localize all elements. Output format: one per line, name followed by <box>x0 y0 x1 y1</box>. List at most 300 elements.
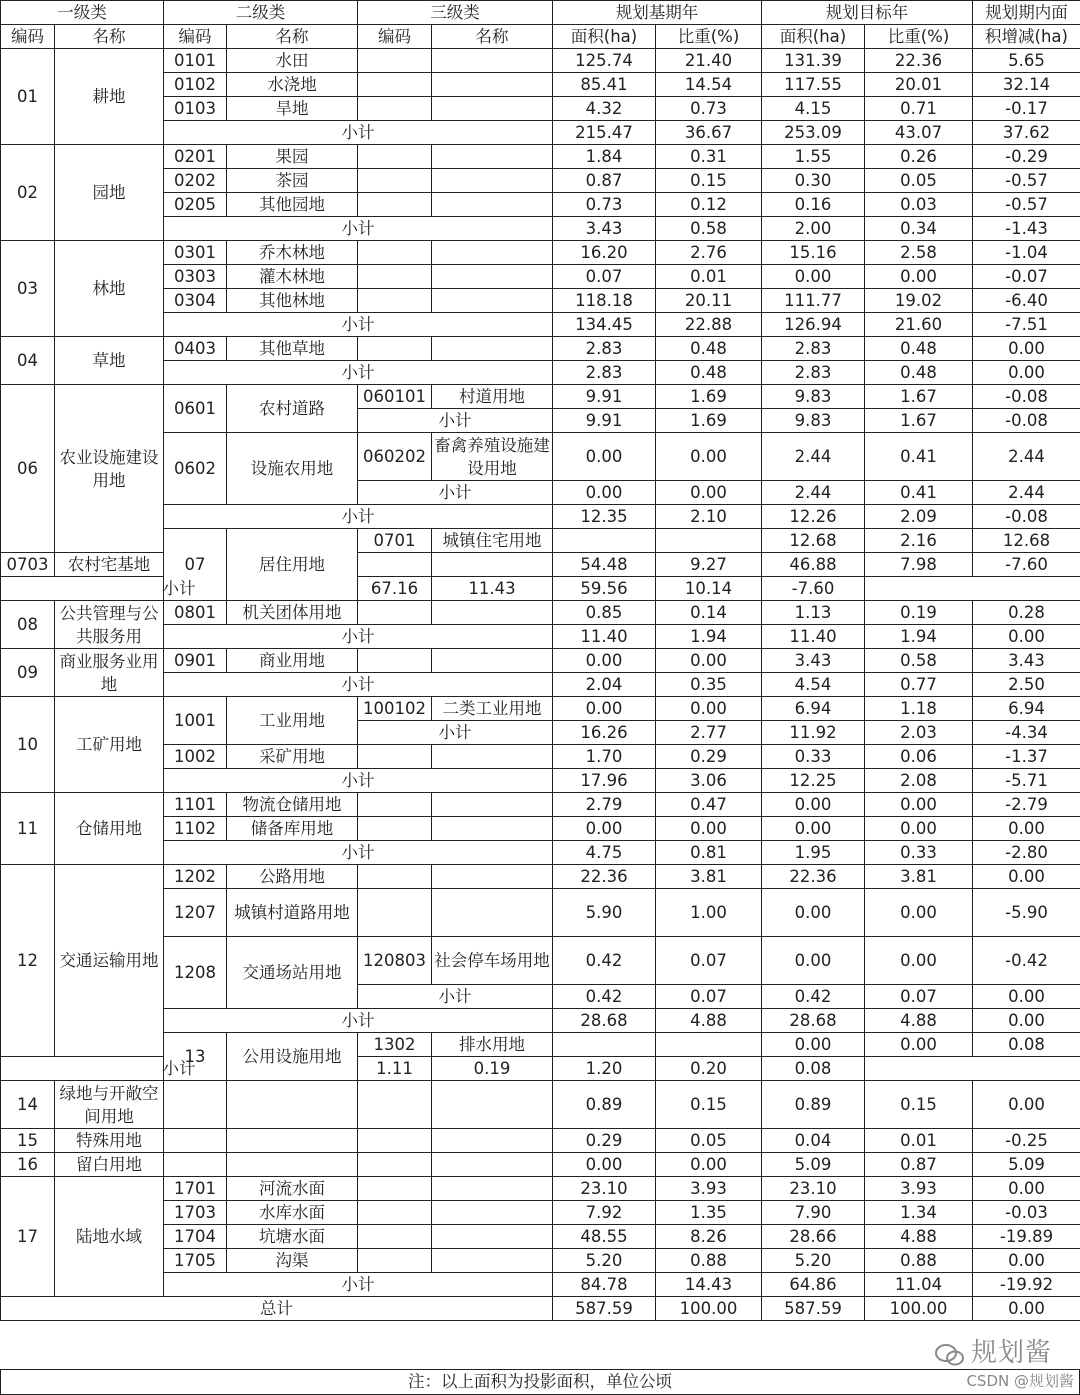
target-ratio-cell: 1.67 <box>865 409 973 433</box>
base-ratio-cell: 1.94 <box>656 625 762 649</box>
level1-code: 10 <box>1 697 55 793</box>
target-area-cell: 1.20 <box>553 1057 656 1081</box>
subtotal-label: 小计 <box>164 313 553 337</box>
subtotal-label: 小计 <box>1 1057 358 1081</box>
subtotal-label: 小计 <box>164 361 553 385</box>
level1-code: 06 <box>1 385 55 553</box>
subtotal-label: 小计 <box>164 841 553 865</box>
level2-name: 其他园地 <box>227 193 358 217</box>
target-ratio-cell: 0.41 <box>865 481 973 505</box>
area-change-cell: -0.25 <box>973 1129 1080 1153</box>
area-change-cell: 2.44 <box>973 481 1080 505</box>
level3-code: 100102 <box>358 697 432 721</box>
table-row <box>1 241 1080 265</box>
base-area-cell: 134.45 <box>553 313 656 337</box>
level2-name: 储备库用地 <box>227 817 358 841</box>
level1-name: 绿地与开敞空间用地 <box>55 1081 164 1129</box>
level2-code: 1207 <box>164 889 227 937</box>
base-area-cell: 4.32 <box>553 97 656 121</box>
target-area-cell: 0.00 <box>762 889 865 937</box>
level3-code <box>358 745 432 769</box>
area-change-cell: 3.43 <box>973 649 1080 673</box>
target-ratio-cell: 3.93 <box>865 1177 973 1201</box>
level3-name <box>432 1177 553 1201</box>
area-change-cell: -7.60 <box>762 577 865 601</box>
empty-cell <box>358 1081 432 1129</box>
target-area-cell: 5.09 <box>762 1153 865 1177</box>
target-ratio-cell: 0.88 <box>865 1249 973 1273</box>
target-ratio-cell: 22.36 <box>865 49 973 73</box>
level2-name: 旱地 <box>227 97 358 121</box>
watermark-text: 规划酱 <box>970 1338 1052 1368</box>
area-change-cell: -19.92 <box>973 1273 1080 1297</box>
level2-name: 水田 <box>227 49 358 73</box>
level1-name: 仓储用地 <box>55 793 164 865</box>
base-ratio-cell: 9.27 <box>656 553 762 577</box>
level2-code: 0202 <box>164 169 227 193</box>
header-name: 名称 <box>55 25 164 49</box>
level2-code: 0102 <box>164 73 227 97</box>
level3-code: 120803 <box>358 937 432 985</box>
level1-name: 留白用地 <box>55 1153 164 1177</box>
level3-name <box>432 241 553 265</box>
subtotal-label: 小计 <box>358 481 553 505</box>
level1-name: 园地 <box>55 145 164 241</box>
base-area-cell: 16.26 <box>553 721 656 745</box>
base-ratio-cell: 0.48 <box>656 337 762 361</box>
base-area-cell: 0.00 <box>553 817 656 841</box>
target-ratio-cell: 0.00 <box>865 817 973 841</box>
level2-name: 工业用地 <box>227 697 358 745</box>
level1-code: 02 <box>1 145 55 241</box>
area-change-cell: 0.08 <box>762 1057 865 1081</box>
target-ratio-cell: 0.77 <box>865 673 973 697</box>
level1-name: 交通运输用地 <box>55 865 164 1057</box>
base-ratio-cell: 0.81 <box>656 841 762 865</box>
level1-code: 15 <box>1 1129 55 1153</box>
level2-name: 茶园 <box>227 169 358 193</box>
level3-code <box>358 169 432 193</box>
subtotal-label: 小计 <box>358 409 553 433</box>
level1-name: 耕地 <box>55 49 164 145</box>
target-area-cell: 587.59 <box>762 1297 865 1321</box>
target-area-cell: 12.26 <box>762 505 865 529</box>
level3-name <box>432 1249 553 1273</box>
level1-code: 03 <box>1 241 55 337</box>
level1-name: 居住用地 <box>227 529 358 601</box>
base-ratio-cell: 0.47 <box>656 793 762 817</box>
level2-code: 0101 <box>164 49 227 73</box>
level2-code: 0701 <box>358 529 432 553</box>
target-area-cell: 0.33 <box>762 745 865 769</box>
subtotal-label: 小计 <box>164 121 553 145</box>
level2-code: 0602 <box>164 433 227 505</box>
base-ratio-cell: 0.00 <box>656 697 762 721</box>
base-ratio-cell: 0.35 <box>656 673 762 697</box>
base-area-cell: 0.00 <box>762 1033 865 1057</box>
area-change-cell: -0.42 <box>973 937 1080 985</box>
base-ratio-cell: 3.06 <box>656 769 762 793</box>
target-ratio-cell: 0.03 <box>865 193 973 217</box>
target-ratio-cell: 7.98 <box>865 553 973 577</box>
watermark <box>935 1332 1052 1369</box>
base-area-cell: 587.59 <box>553 1297 656 1321</box>
target-ratio-cell: 0.41 <box>865 433 973 481</box>
level3-code <box>358 145 432 169</box>
base-area-cell: 4.75 <box>553 841 656 865</box>
credit-text: CSDN @规划酱 <box>966 1372 1074 1390</box>
table-row <box>1 1177 1080 1201</box>
base-area-cell: 0.00 <box>553 481 656 505</box>
target-ratio-cell: 19.02 <box>865 289 973 313</box>
level2-code: 0703 <box>1 553 55 577</box>
subtotal-label: 小计 <box>164 217 553 241</box>
target-ratio-cell: 0.06 <box>865 745 973 769</box>
base-ratio-cell: 2.76 <box>656 241 762 265</box>
target-ratio-cell: 0.71 <box>865 97 973 121</box>
base-ratio-cell: 0.19 <box>432 1057 553 1081</box>
target-area-cell: 0.04 <box>762 1129 865 1153</box>
base-ratio-cell: 0.00 <box>656 817 762 841</box>
level3-code <box>358 97 432 121</box>
level2-code: 0201 <box>164 145 227 169</box>
base-area-cell: 67.16 <box>358 577 432 601</box>
empty-cell <box>227 1153 358 1177</box>
target-area-cell: 0.08 <box>973 1033 1080 1057</box>
base-ratio-cell: 8.26 <box>656 1225 762 1249</box>
target-area-cell: 0.00 <box>762 265 865 289</box>
table-row <box>1 385 1080 409</box>
area-change-cell: 32.14 <box>973 73 1080 97</box>
base-ratio-cell: 0.00 <box>656 481 762 505</box>
area-change-cell: 6.94 <box>973 697 1080 721</box>
empty-cell <box>432 1129 553 1153</box>
base-ratio-cell: 4.88 <box>656 1009 762 1033</box>
target-area-cell: 1.55 <box>762 145 865 169</box>
level3-name <box>432 865 553 889</box>
base-ratio-cell: 0.14 <box>656 601 762 625</box>
level2-code: 0801 <box>164 601 227 625</box>
table-row <box>1 697 1080 721</box>
level1-name: 陆地水域 <box>55 1177 164 1297</box>
area-change-cell: -5.90 <box>973 889 1080 937</box>
base-area-cell: 17.96 <box>553 769 656 793</box>
level3-code <box>358 1177 432 1201</box>
area-change-cell: -2.80 <box>973 841 1080 865</box>
base-ratio-cell: 36.67 <box>656 121 762 145</box>
subtotal-label: 小计 <box>358 985 553 1009</box>
base-ratio-cell: 0.00 <box>656 1153 762 1177</box>
target-ratio-cell: 0.20 <box>656 1057 762 1081</box>
base-ratio-cell: 14.43 <box>656 1273 762 1297</box>
base-area-cell: 11.40 <box>553 625 656 649</box>
base-area-cell: 85.41 <box>553 73 656 97</box>
area-change-cell: -19.89 <box>973 1225 1080 1249</box>
level2-code: 1208 <box>164 937 227 1009</box>
level2-name: 设施农用地 <box>227 433 358 505</box>
level3-name <box>432 745 553 769</box>
target-ratio-cell: 0.33 <box>865 841 973 865</box>
base-area-cell: 16.20 <box>553 241 656 265</box>
table-row <box>1 49 1080 73</box>
level3-name <box>432 1201 553 1225</box>
target-area-cell: 3.43 <box>762 649 865 673</box>
base-area-cell: 84.78 <box>553 1273 656 1297</box>
target-area-cell: 0.00 <box>762 817 865 841</box>
empty-cell <box>227 1081 358 1129</box>
target-area-cell: 2.44 <box>762 481 865 505</box>
target-ratio-cell: 2.08 <box>865 769 973 793</box>
total-label: 总计 <box>1 1297 553 1321</box>
level1-code: 11 <box>1 793 55 865</box>
level3-code <box>358 793 432 817</box>
area-change-cell: -0.08 <box>973 505 1080 529</box>
level2-name: 物流仓储用地 <box>227 793 358 817</box>
level3-code <box>358 73 432 97</box>
level3-name <box>432 553 553 577</box>
level1-name: 公共管理与公共服务用 <box>55 601 164 649</box>
level2-name: 采矿用地 <box>227 745 358 769</box>
level2-name: 城镇住宅用地 <box>432 529 553 553</box>
target-area-cell: 126.94 <box>762 313 865 337</box>
level3-name <box>432 817 553 841</box>
base-ratio-cell: 3.81 <box>656 865 762 889</box>
base-ratio-cell: 0.29 <box>656 745 762 769</box>
header-row-2 <box>1 25 1080 49</box>
target-area-cell: 46.88 <box>762 553 865 577</box>
header-code: 编码 <box>358 25 432 49</box>
target-area-cell: 28.68 <box>762 1009 865 1033</box>
level3-name <box>432 49 553 73</box>
area-change-cell: -2.79 <box>973 793 1080 817</box>
target-area-cell: 9.83 <box>762 409 865 433</box>
target-area-cell: 2.83 <box>762 337 865 361</box>
target-ratio-cell: 0.87 <box>865 1153 973 1177</box>
base-ratio-cell: 2.10 <box>656 505 762 529</box>
base-area-cell: 0.00 <box>553 1153 656 1177</box>
level3-code <box>358 241 432 265</box>
empty-cell <box>227 1129 358 1153</box>
base-ratio-cell: 0.05 <box>656 1129 762 1153</box>
level2-code: 1101 <box>164 793 227 817</box>
target-area-cell: 23.10 <box>762 1177 865 1201</box>
level3-name <box>656 529 762 553</box>
empty-cell <box>164 1153 227 1177</box>
target-area-cell: 0.89 <box>762 1081 865 1129</box>
level2-name: 河流水面 <box>227 1177 358 1201</box>
target-area-cell: 22.36 <box>762 865 865 889</box>
level3-code <box>358 337 432 361</box>
level3-name <box>432 601 553 625</box>
level2-name: 果园 <box>227 145 358 169</box>
header-code: 编码 <box>1 25 55 49</box>
empty-cell <box>164 1129 227 1153</box>
level1-name: 公用设施用地 <box>227 1033 358 1081</box>
level2-name: 公路用地 <box>227 865 358 889</box>
level3-name <box>432 889 553 937</box>
target-area-cell: 0.30 <box>762 169 865 193</box>
area-change-cell: -0.17 <box>973 97 1080 121</box>
base-ratio-cell: 20.11 <box>656 289 762 313</box>
level2-name: 沟渠 <box>227 1249 358 1273</box>
target-area-cell: 15.16 <box>762 241 865 265</box>
area-change-cell: 0.00 <box>973 361 1080 385</box>
wechat-icon <box>935 1343 965 1365</box>
target-area-cell: 1.13 <box>762 601 865 625</box>
level3-code <box>358 1201 432 1225</box>
target-ratio-cell: 0.07 <box>865 985 973 1009</box>
base-area-cell: 1.84 <box>553 145 656 169</box>
target-ratio-cell: 21.60 <box>865 313 973 337</box>
level3-name: 社会停车场用地 <box>432 937 553 985</box>
empty-cell <box>432 1153 553 1177</box>
level1-name: 林地 <box>55 241 164 337</box>
table-row <box>1 1081 1080 1129</box>
header-area: 面积(ha) <box>762 25 865 49</box>
base-area-cell: 0.00 <box>553 697 656 721</box>
total-row <box>1 1297 1080 1321</box>
target-area-cell: 0.00 <box>762 793 865 817</box>
base-ratio-cell: 0.48 <box>656 361 762 385</box>
base-ratio-cell: 0.15 <box>656 169 762 193</box>
target-ratio-cell: 11.04 <box>865 1273 973 1297</box>
area-change-cell: -0.08 <box>973 385 1080 409</box>
level1-code: 04 <box>1 337 55 385</box>
base-area-cell: 7.92 <box>553 1201 656 1225</box>
level3-code <box>358 265 432 289</box>
base-ratio-cell: 1.35 <box>656 1201 762 1225</box>
empty-cell <box>432 1081 553 1129</box>
area-change-cell: -1.04 <box>973 241 1080 265</box>
table-row <box>1 145 1080 169</box>
level3-code: 060202 <box>358 433 432 481</box>
base-ratio-cell: 0.31 <box>656 145 762 169</box>
header-ratio: 比重(%) <box>865 25 973 49</box>
level3-code <box>358 1249 432 1273</box>
level3-name <box>432 793 553 817</box>
target-ratio-cell: 1.94 <box>865 625 973 649</box>
base-area-cell: 0.87 <box>553 169 656 193</box>
area-change-cell: 5.09 <box>973 1153 1080 1177</box>
header-name: 名称 <box>432 25 553 49</box>
area-change-cell: 2.44 <box>973 433 1080 481</box>
subtotal-label: 小计 <box>164 625 553 649</box>
base-area-cell: 0.73 <box>553 193 656 217</box>
target-area-cell: 131.39 <box>762 49 865 73</box>
target-area-cell: 7.90 <box>762 1201 865 1225</box>
level2-code: 0601 <box>164 385 227 433</box>
target-ratio-cell: 0.34 <box>865 217 973 241</box>
base-area-cell: 54.48 <box>553 553 656 577</box>
area-change-cell: 0.00 <box>973 817 1080 841</box>
target-ratio-cell: 1.34 <box>865 1201 973 1225</box>
area-change-cell: 5.65 <box>973 49 1080 73</box>
area-change-cell: -1.37 <box>973 745 1080 769</box>
target-area-cell: 2.44 <box>762 433 865 481</box>
footnote: 注：以上面积为投影面积，单位公顷 <box>0 1369 1080 1395</box>
header-change-unit: 积增减(ha) <box>973 25 1080 49</box>
subtotal-label: 小计 <box>1 577 358 601</box>
header-target-year: 规划目标年 <box>762 1 973 25</box>
target-ratio-cell: 0.48 <box>865 361 973 385</box>
target-area-cell: 9.83 <box>762 385 865 409</box>
base-area-cell: 28.68 <box>553 1009 656 1033</box>
base-ratio-cell: 2.16 <box>865 529 973 553</box>
target-ratio-cell: 20.01 <box>865 73 973 97</box>
target-ratio-cell: 0.00 <box>865 889 973 937</box>
area-change-cell: 0.00 <box>973 1081 1080 1129</box>
level2-name: 水库水面 <box>227 1201 358 1225</box>
target-ratio-cell: 0.15 <box>865 1081 973 1129</box>
target-ratio-cell: 0.26 <box>865 145 973 169</box>
target-area-cell: 11.40 <box>762 625 865 649</box>
area-change-cell: -0.03 <box>973 1201 1080 1225</box>
area-change-cell: -0.57 <box>973 193 1080 217</box>
level3-name <box>432 169 553 193</box>
base-ratio-cell: 11.43 <box>432 577 553 601</box>
subtotal-row <box>1 1057 1080 1081</box>
target-area-cell: 59.56 <box>553 577 656 601</box>
area-change-cell: -6.40 <box>973 289 1080 313</box>
target-ratio-cell: 2.03 <box>865 721 973 745</box>
base-area-cell: 2.83 <box>553 337 656 361</box>
target-area-cell: 4.54 <box>762 673 865 697</box>
base-area-cell: 12.35 <box>553 505 656 529</box>
level2-code: 1701 <box>164 1177 227 1201</box>
target-ratio-cell: 10.14 <box>656 577 762 601</box>
header-change: 规划期内面 <box>973 1 1080 25</box>
target-area-cell: 12.25 <box>762 769 865 793</box>
level2-name: 交通场站用地 <box>227 937 358 1009</box>
base-area-cell: 12.68 <box>762 529 865 553</box>
base-area-cell: 0.00 <box>553 649 656 673</box>
table-body <box>1 49 1080 1321</box>
table-row <box>1 793 1080 817</box>
base-area-cell: 125.74 <box>553 49 656 73</box>
base-area-cell: 118.18 <box>553 289 656 313</box>
level1-code: 16 <box>1 1153 55 1177</box>
target-ratio-cell: 0.00 <box>865 265 973 289</box>
target-area-cell: 0.16 <box>762 193 865 217</box>
base-area-cell: 2.04 <box>553 673 656 697</box>
base-ratio-cell: 0.00 <box>656 649 762 673</box>
base-area-cell: 22.36 <box>553 865 656 889</box>
table-row <box>1 601 1080 625</box>
area-change-cell: 2.50 <box>973 673 1080 697</box>
level2-name: 灌木林地 <box>227 265 358 289</box>
level3-code <box>358 289 432 313</box>
level3-code <box>358 1225 432 1249</box>
target-ratio-cell: 1.67 <box>865 385 973 409</box>
area-change-cell: 0.00 <box>973 1249 1080 1273</box>
base-ratio-cell: 22.88 <box>656 313 762 337</box>
level2-code: 0301 <box>164 241 227 265</box>
subtotal-row <box>1 577 1080 601</box>
level3-code <box>358 49 432 73</box>
base-ratio-cell: 0.00 <box>656 433 762 481</box>
target-area-cell: 12.68 <box>973 529 1080 553</box>
level3-code <box>358 889 432 937</box>
area-change-cell: 0.00 <box>973 985 1080 1009</box>
header-row-1 <box>1 1 1080 25</box>
subtotal-label: 小计 <box>164 1273 553 1297</box>
level1-code: 07 <box>164 529 227 601</box>
target-ratio-cell: 2.58 <box>865 241 973 265</box>
level1-name: 商业服务业用地 <box>55 649 164 697</box>
subtotal-label: 小计 <box>164 673 553 697</box>
target-ratio-cell: 43.07 <box>865 121 973 145</box>
level1-code: 09 <box>1 649 55 697</box>
